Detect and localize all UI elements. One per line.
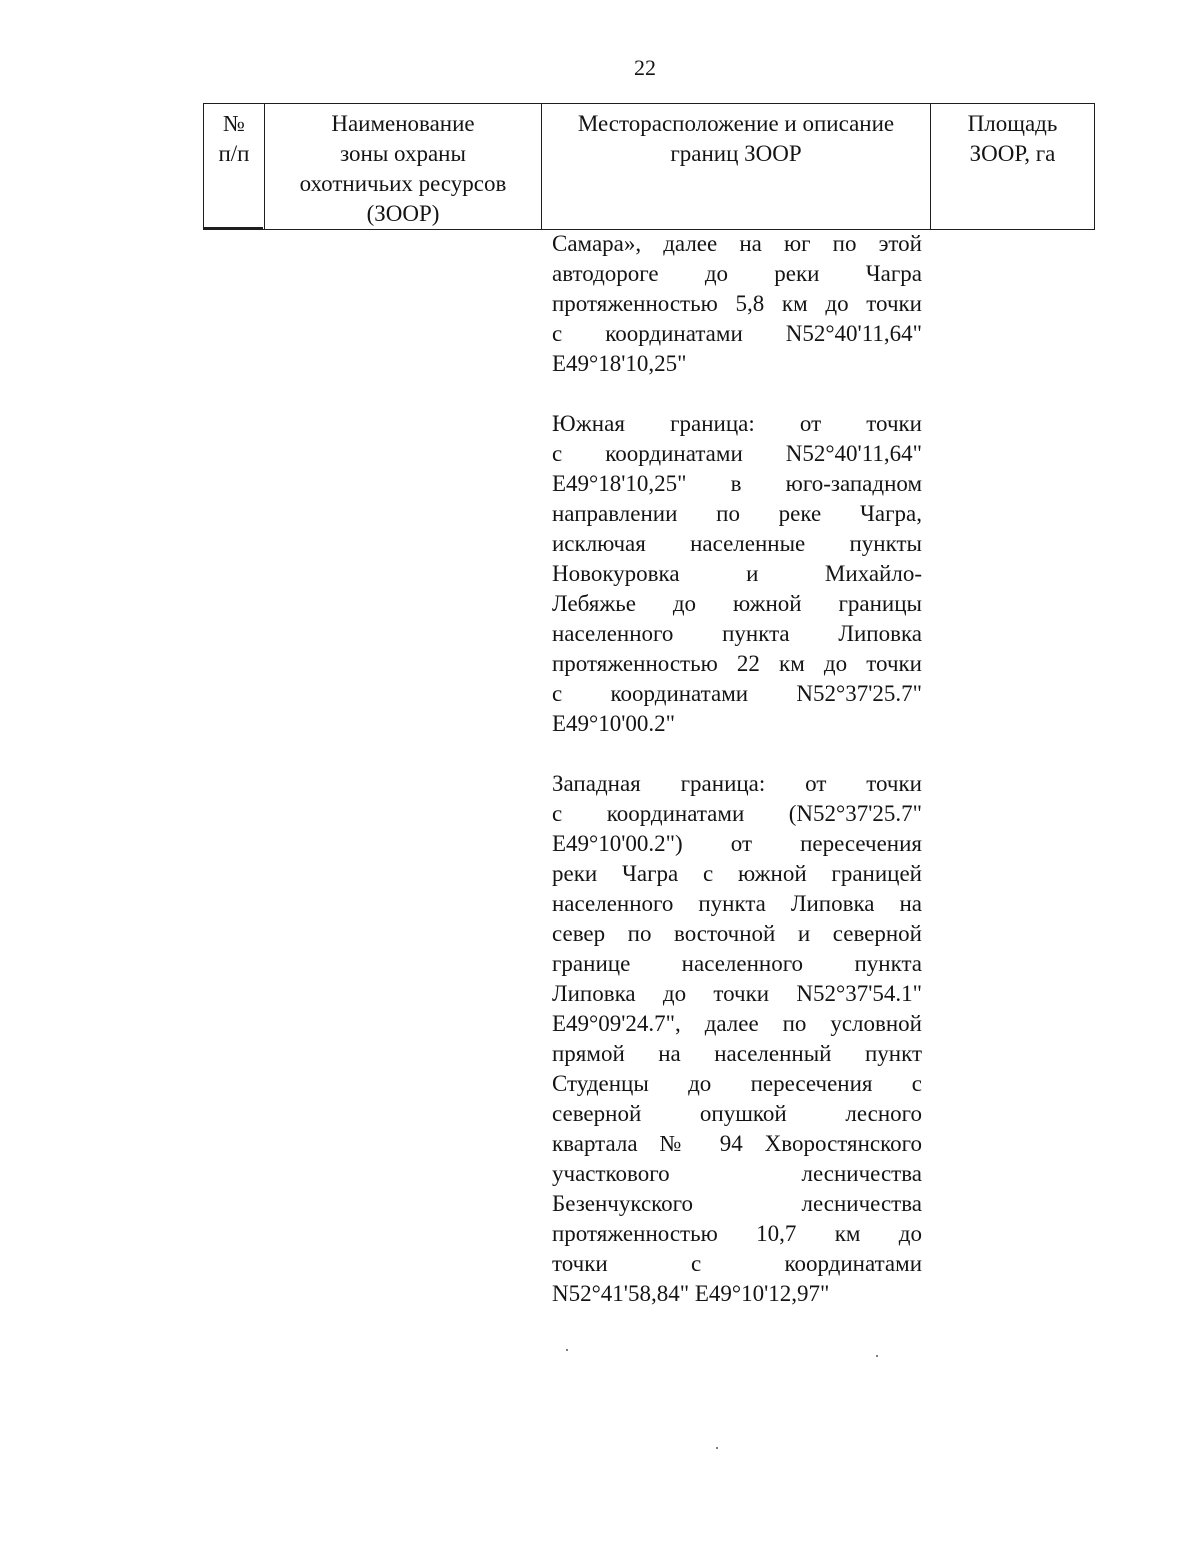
paragraph-gap (552, 739, 922, 769)
paragraph-north-continuation (552, 229, 922, 379)
description-line: Липовка до точки N52°37'54.1" (552, 981, 922, 1006)
description-line: E49°18'10,25" в юго-западном (552, 471, 922, 496)
description-line: E49°18'10,25" (552, 351, 687, 376)
description-line: с координатами N52°40'11,64" (552, 441, 922, 466)
boundary-description (552, 229, 922, 1309)
description-line: северной опушкой лесного (552, 1101, 922, 1126)
header-table (203, 103, 1095, 230)
description-line: E49°10'00.2" (552, 711, 676, 736)
description-line: участкового лесничества (552, 1161, 922, 1186)
description-line: с координатами N52°40'11,64" (552, 321, 922, 346)
header-area-line: ЗООР, га (969, 141, 1056, 166)
header-location-line: Месторасположение и описание (577, 111, 895, 136)
header-name-line: зоны охраны (340, 141, 466, 166)
header-number-line: № (223, 111, 245, 136)
description-line: протяженностью 22 км до точки (552, 651, 922, 676)
paragraph-west-boundary (552, 769, 922, 1309)
description-line: N52°41'58,84" E49°10'12,97" (552, 1281, 830, 1306)
header-cell-name (265, 104, 542, 230)
scan-speck (876, 1355, 878, 1357)
description-line: населенного пункта Липовка на (552, 891, 922, 916)
description-line: с координатами N52°37'25.7" (552, 681, 922, 706)
header-cell-location (542, 104, 931, 230)
description-line: север по восточной и северной (552, 921, 922, 946)
description-line: протяженностью 5,8 км до точки (552, 291, 922, 316)
header-cell-number (204, 104, 265, 230)
description-line: протяженностью 10,7 км до (552, 1221, 922, 1246)
header-row (204, 104, 1095, 230)
description-line: с координатами (N52°37'25.7" (552, 801, 922, 826)
description-line: Западная граница: от точки (552, 771, 922, 796)
header-location-line: границ ЗООР (670, 141, 802, 166)
table-bottom-rule (203, 227, 263, 229)
description-line: направлении по реке Чагра, (552, 501, 922, 526)
header-number-line: п/п (218, 141, 250, 166)
paragraph-south-boundary (552, 409, 922, 739)
description-line: Новокуровка и Михайло- (552, 561, 922, 586)
scan-speck (716, 1447, 718, 1449)
description-line: Самара», далее на юг по этой (552, 231, 922, 256)
description-line: исключая населенные пункты (552, 531, 922, 556)
header-name-line: Наименование (331, 111, 475, 136)
description-line: Южная граница: от точки (552, 411, 922, 436)
description-line: Студенцы до пересечения с (552, 1071, 922, 1096)
description-line: населенного пункта Липовка (552, 621, 922, 646)
scan-speck (566, 1349, 568, 1351)
description-line: реки Чагра с южной границей (552, 861, 922, 886)
header-area-line: Площадь (967, 111, 1058, 136)
page-number: 22 (634, 55, 656, 80)
header-name-line: (ЗООР) (366, 201, 440, 226)
description-line: прямой на населенный пункт (552, 1041, 922, 1066)
description-line: точки с координатами (552, 1251, 922, 1276)
header-cell-area (931, 104, 1095, 230)
description-line: E49°09'24.7", далее по условной (552, 1011, 922, 1036)
description-line: границе населенного пункта (552, 951, 922, 976)
description-line: квартала № 94 Хворостянского (552, 1131, 922, 1156)
description-line: автодороге до реки Чагра (552, 261, 922, 286)
description-line: E49°10'00.2") от пересечения (552, 831, 922, 856)
description-line: Безенчукского лесничества (552, 1191, 922, 1216)
header-name-line: охотничьих ресурсов (299, 171, 507, 196)
paragraph-gap (552, 379, 922, 409)
description-line: Лебяжье до южной границы (552, 591, 922, 616)
